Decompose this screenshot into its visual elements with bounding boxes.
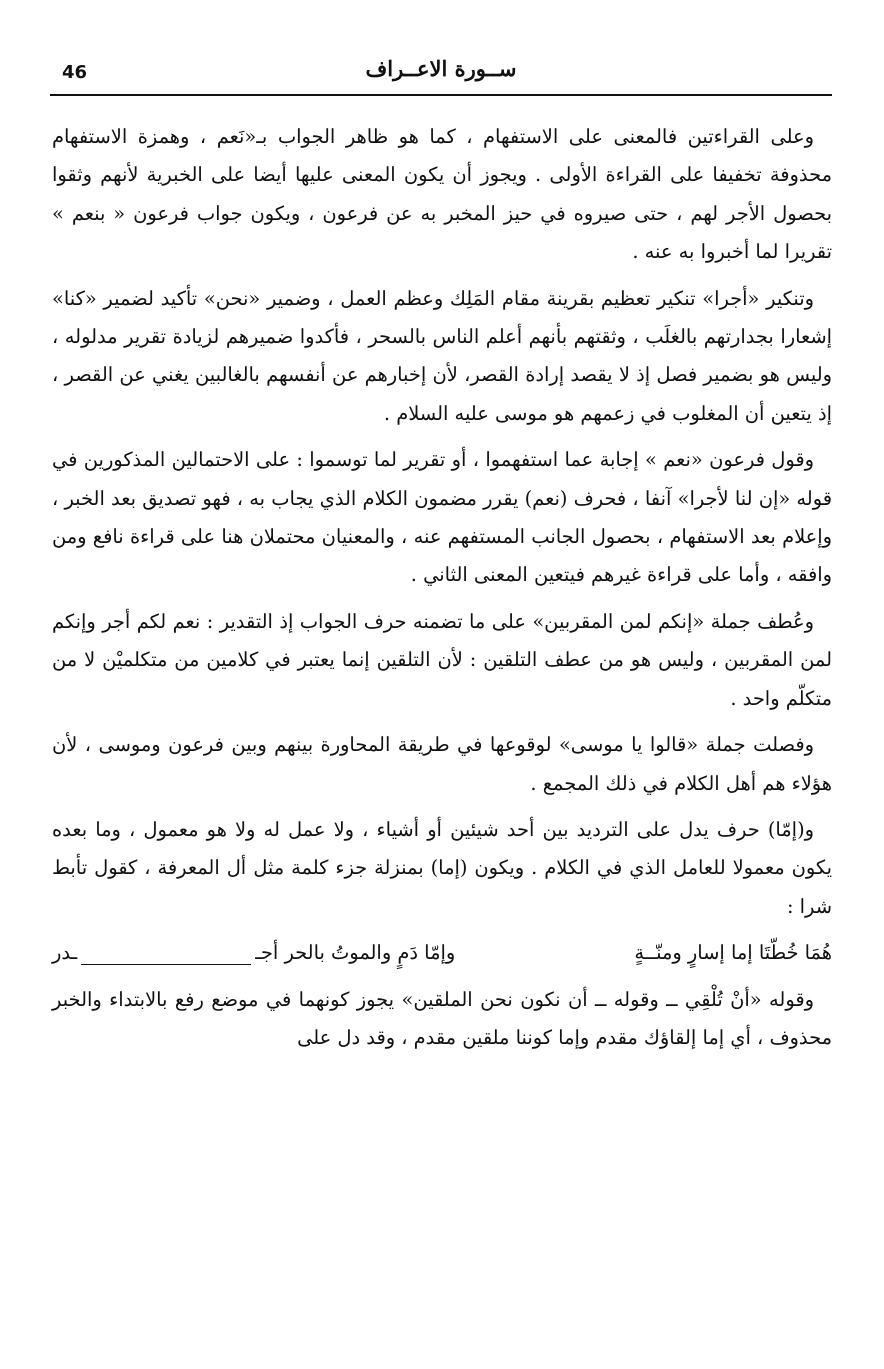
- paragraph: وتنكير «أجرا» تنكير تعظيم بقرينة مقام المَلِك وعظم العمل ، وضمير «نحن» تأكيد لضمير «كنا» إشعارا بجدارتهم بالغلَب ، وثقتهم بأنهم أعلم الناس بالسحر ، فأكدوا ضميرهم لزيادة تقرير مدلوله ، وليس هو بضمير فصل إذ لا يقصد إرادة القصر، لأن إخبارهم عن أنفسهم بالغالبين يغني عن القصر ، إذ يتعين أن المغلوب في زعمهم هو موسى عليه السلام .: [52, 286, 832, 425]
- body-text: [52, 118, 832, 1065]
- second-hemistich-end: ـدر: [52, 941, 78, 965]
- paragraph: وقوله «أنْ تُلْقِي ــ وقوله ــ أن نكون نحن الملقين» يجوز كونهما في موضع رفع بالابتداء والخبر محذوف ، أي إما إلقاؤك مقدم وإما كوننا ملقين مقدم ، وقد دل على: [52, 987, 832, 1049]
- second-hemistich-start: وإمّا دَمٍ والموتُ بالحر أجـ: [255, 941, 456, 965]
- first-hemistich: هُمَا خُطّتَا إما إسارٍ ومنّــةٍ: [634, 941, 832, 965]
- paragraph: وفصلت جملة «قالوا يا موسى» لوقوعها في طريقة المحاورة بينهم وبين فرعون وموسى ، لأن هؤلاء هم أهل الكلام في ذلك المجمع .: [52, 733, 832, 795]
- paragraph: وعلى القراءتين فالمعنى على الاستفهام ، كما هو ظاهر الجواب بـ«نَعم ، وهمزة الاستفهام محذوفة تخفيفا على القراءة الأولى . ويجوز أن يكون المعنى عليها أيضا على الخبرية لأنهم وثقوا بحصول الأجر لهم ، حتى صيروه في حيز المخبر به عن فرعون ، ويكون جواب فرعون « بنعم » تقريرا لما أخبروا به عنه .: [52, 125, 832, 264]
- paragraph: وعُطف جملة «إنكم لمن المقربين» على ما تضمنه حرف الجواب إذ التقدير : نعم لكم أجر وإنكم لمن المقربين ، وليس هو من عطف التلقين : لأن التلقين إنما يعتبر في كلامين من متكلميْن لا من متكلّم واحد .: [52, 609, 832, 710]
- poetry-verse: [52, 934, 832, 972]
- second-hemistich: [52, 934, 455, 972]
- surah-title: ســورة الاعــراف: [365, 56, 517, 81]
- tatweel-stretch: [81, 934, 251, 964]
- header-rule: [50, 94, 832, 96]
- page-header: [50, 52, 832, 92]
- paragraph: و(إمّا) حرف يدل على الترديد بين أحد شيئين أو أشياء ، ولا عمل له ولا هو معمول ، وما بعده يكون معمولا للعامل الذي في الكلام . ويكون (إما) بمنزلة جزء كلمة مثل أل المعرفة ، كقول تأبط شرا :: [52, 817, 832, 918]
- paragraph: وقول فرعون «نعم » إجابة عما استفهموا ، أو تقرير لما توسموا : على الاحتمالين المذكورين في قوله «إن لنا لأجرا» آنفا ، فحرف (نعم) يقرر مضمون الكلام الذي يجاب به ، فهو تصديق بعد الخبر ، وإعلام بعد الاستفهام ، بحصول الجانب المستفهم عنه ، والمعنيان محتملان هنا على قراءة نافع ومن وافقه ، وأما على قراءة غيرهم فيتعين المعنى الثاني .: [52, 448, 832, 587]
- page-number: 46: [62, 62, 88, 83]
